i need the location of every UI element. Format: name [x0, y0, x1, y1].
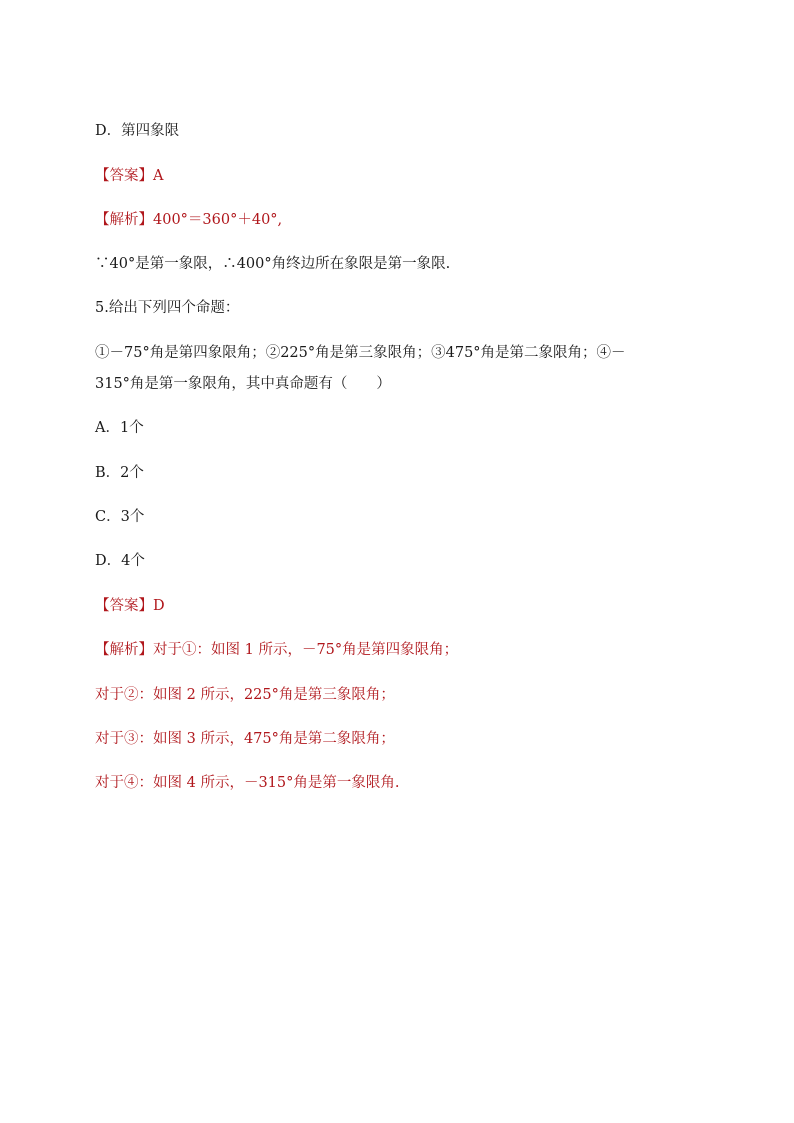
analysis-text: 对于①：如图 1 所示，－75°角是第四象限角； — [153, 642, 459, 658]
answer-tag: 【答案】 — [95, 168, 153, 184]
option-a: A．1个 — [95, 420, 144, 436]
option-b: B．2个 — [95, 465, 144, 481]
analysis-tag: 【解析】 — [95, 642, 153, 658]
analysis-tag: 【解析】 — [95, 212, 153, 228]
analysis-line-2 — [95, 640, 458, 660]
answer-value: A — [153, 168, 164, 184]
question-5-title: 5.给出下列四个命题： — [95, 300, 240, 316]
option-d: D．4个 — [95, 553, 145, 569]
analysis-item-4: 对于④：如图 4 所示，－315°角是第一象限角. — [95, 775, 400, 791]
analysis-item-2: 对于②：如图 2 所示，225°角是第三象限角； — [95, 687, 395, 703]
answer-value: D — [153, 598, 165, 614]
analysis-line-1 — [95, 210, 282, 230]
analysis-text: 400°＝360°＋40°, — [153, 212, 283, 228]
option-d-previous: D．第四象限 — [95, 123, 180, 139]
answer-line-2 — [95, 596, 165, 616]
analysis-item-3: 对于③：如图 3 所示，475°角是第二象限角； — [95, 731, 395, 747]
question-5-statement-line-1: ①－75°角是第四象限角；②225°角是第三象限角；③475°角是第二象限角；④－ — [95, 345, 626, 361]
answer-tag: 【答案】 — [95, 598, 153, 614]
option-c: C．3个 — [95, 509, 145, 525]
question-5-statement-line-2: 315°角是第一象限角，其中真命题有（ ） — [95, 376, 391, 392]
analysis-conclusion: ∵40°是第一象限，∴400°角终边所在象限是第一象限. — [95, 256, 451, 272]
answer-line-1 — [95, 166, 163, 186]
